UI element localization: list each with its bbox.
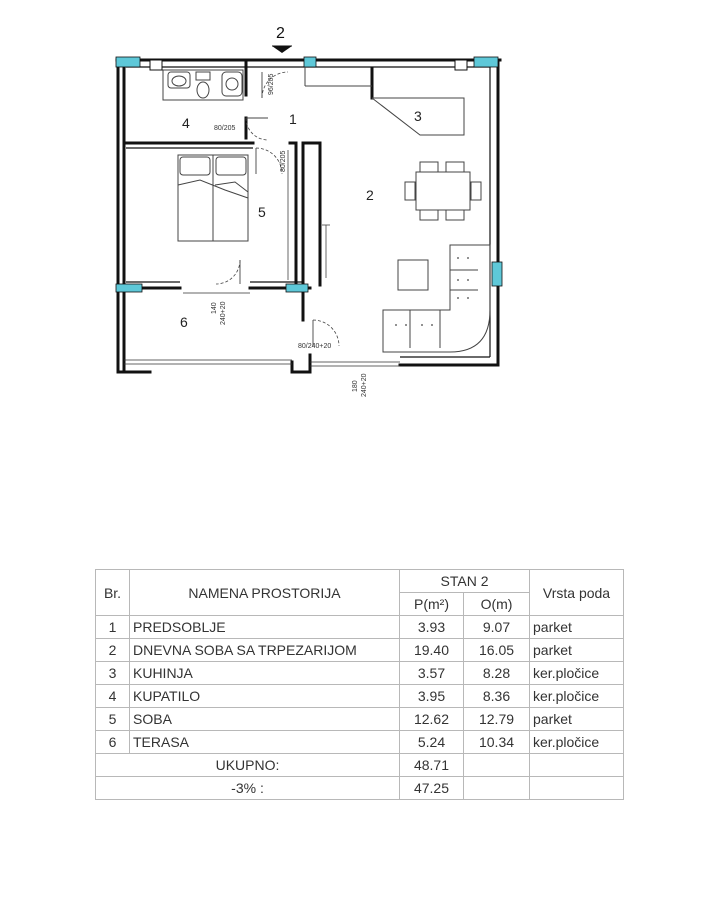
total-empty [464,754,530,777]
dining-table [405,162,481,220]
door-label-terrace-width: 140 [211,302,218,314]
reduced-empty [464,777,530,800]
row-name: TERASA [130,731,400,754]
row-o: 8.36 [464,685,530,708]
room-number-3: 3 [414,108,422,124]
header-p: P(m²) [400,593,464,616]
door-label-bathroom: 80/205 [214,125,236,132]
row-name: PREDSOBLJE [130,616,400,639]
wardrobe [288,150,330,280]
door-label-entry: 96/205 [268,73,275,95]
row-br: 6 [96,731,130,754]
windows [116,57,502,292]
entry-arrow-icon [272,46,292,53]
header-br: Br. [96,570,130,616]
area-table [95,569,624,800]
row-o: 16.05 [464,639,530,662]
floor-plan [0,0,709,410]
row-br: 4 [96,685,130,708]
room-number-5: 5 [258,204,266,220]
table-row [96,639,624,662]
room-number-6: 6 [180,314,188,330]
room-number-1: 1 [289,111,297,127]
reduced-value: 47.25 [400,777,464,800]
row-floor: ker.pločice [530,731,624,754]
row-br: 2 [96,639,130,662]
row-name: SOBA [130,708,400,731]
row-p: 19.40 [400,639,464,662]
window-label-height: 240+20 [361,373,368,397]
sofa [383,245,490,352]
row-floor: ker.pločice [530,685,624,708]
walls [117,60,500,372]
table-row [96,616,624,639]
row-name: DNEVNA SOBA SA TRPEZARIJOM [130,639,400,662]
row-p: 3.93 [400,616,464,639]
row-p: 5.24 [400,731,464,754]
row-br: 1 [96,616,130,639]
reduced-label: -3% : [96,777,400,800]
bed [178,155,248,241]
table-row [96,708,624,731]
row-name: KUHINJA [130,662,400,685]
row-floor: parket [530,708,624,731]
row-p: 3.57 [400,662,464,685]
row-name: KUPATILO [130,685,400,708]
header-o: O(m) [464,593,530,616]
row-br: 5 [96,708,130,731]
row-o: 9.07 [464,616,530,639]
row-floor: parket [530,616,624,639]
table-row [96,731,624,754]
entry-marker-label: 2 [276,25,285,42]
row-br: 3 [96,662,130,685]
header-vrsta: Vrsta poda [530,570,624,616]
door-label-terrace-height: 240+20 [220,301,227,325]
row-p: 3.95 [400,685,464,708]
bathroom-fixtures [163,70,243,100]
kitchen-counter [305,67,464,135]
total-empty [530,754,624,777]
table-row [96,662,624,685]
reduced-row [96,777,624,800]
total-label: UKUPNO: [96,754,400,777]
row-o: 8.28 [464,662,530,685]
row-floor: ker.pločice [530,662,624,685]
row-p: 12.62 [400,708,464,731]
row-o: 12.79 [464,708,530,731]
total-row [96,754,624,777]
header-namena: NAMENA PROSTORIJA [130,570,400,616]
row-floor: parket [530,639,624,662]
header-stan: STAN 2 [400,570,530,593]
window-label-width: 180 [352,380,359,392]
door-label-living-terrace: 80/240+20 [298,343,332,350]
table-row [96,685,624,708]
total-value: 48.71 [400,754,464,777]
reduced-empty [530,777,624,800]
door-label-bedroom: 80/205 [280,150,287,172]
room-number-2: 2 [366,187,374,203]
room-number-4: 4 [182,115,190,131]
row-o: 10.34 [464,731,530,754]
